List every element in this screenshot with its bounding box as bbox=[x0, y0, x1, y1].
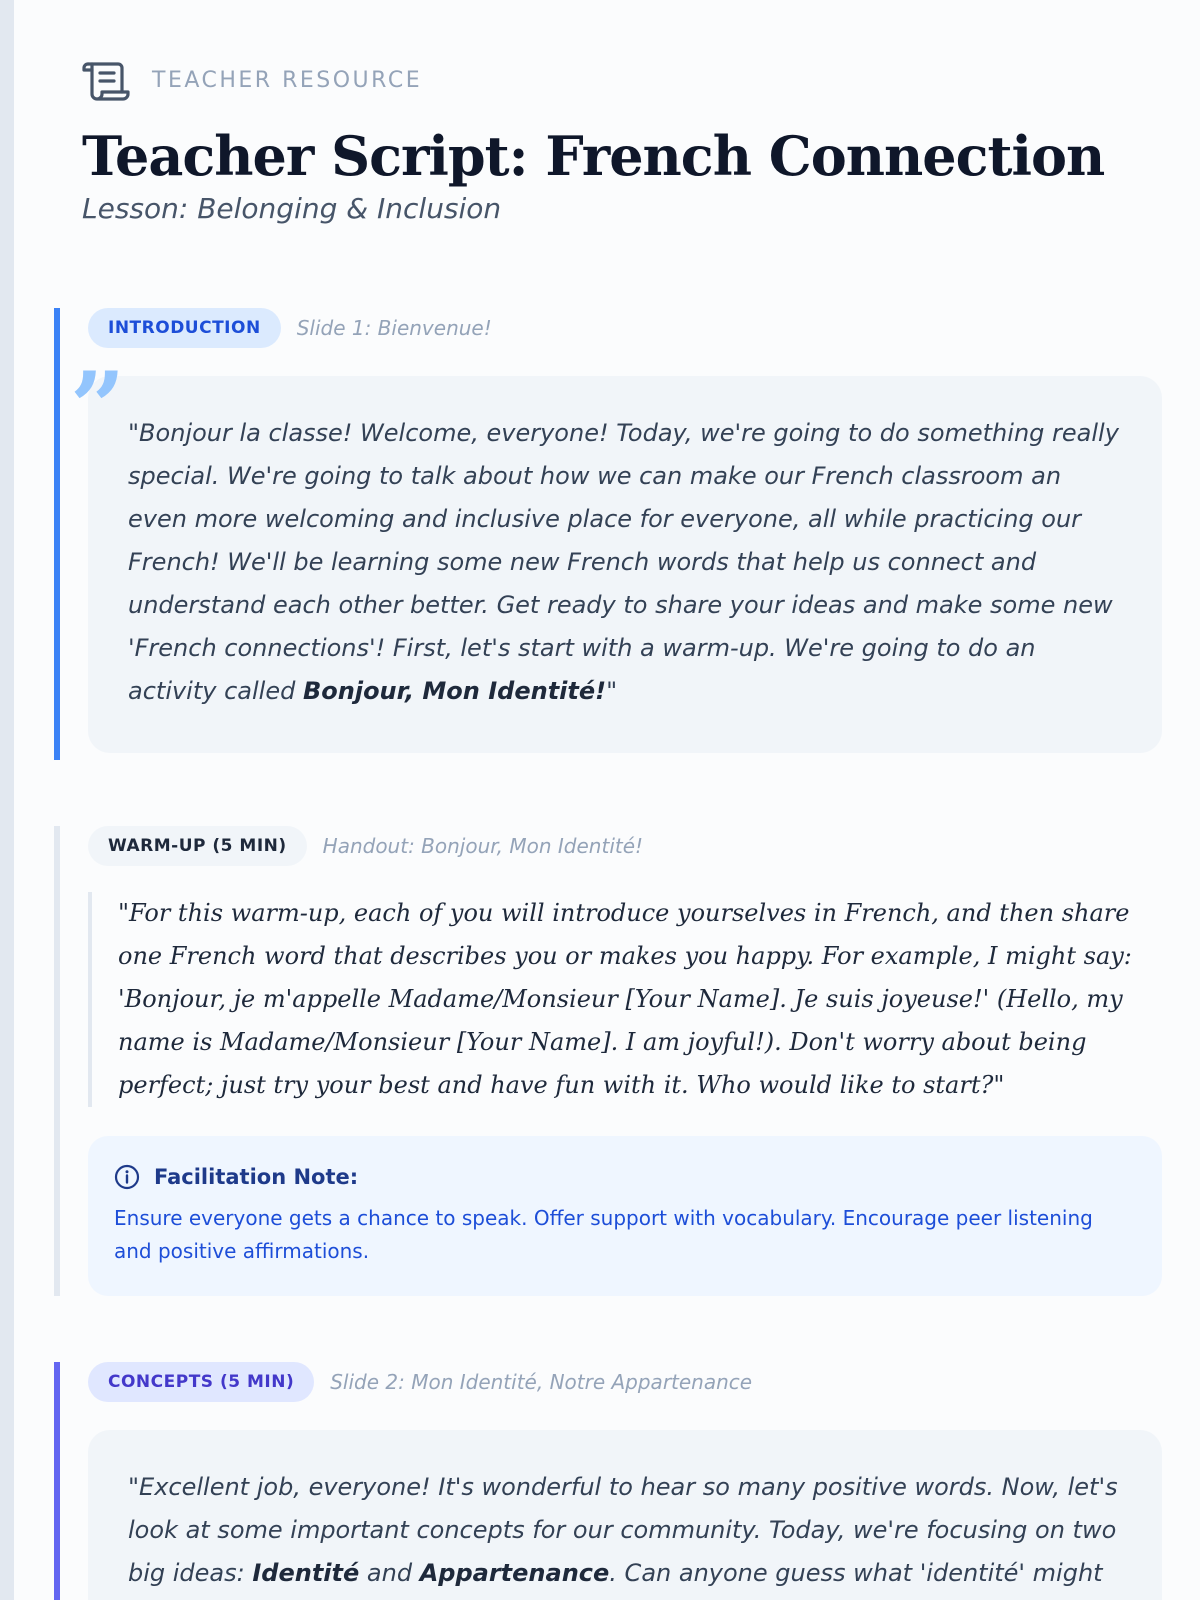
note-title: Facilitation Note: bbox=[154, 1165, 359, 1189]
section-header bbox=[88, 826, 643, 866]
note-body: Ensure everyone gets a chance to speak. Offer support with vocabulary. Encourage peer listening and positive affirmations. bbox=[114, 1206, 1093, 1263]
section-header bbox=[88, 308, 492, 348]
section-accent-bar bbox=[54, 1362, 60, 1600]
script-quote bbox=[128, 412, 1122, 713]
section-concepts bbox=[54, 1362, 1162, 1600]
section-warmup bbox=[54, 826, 1162, 1296]
slide-reference: Slide 2: Mon Identité, Notre Appartenance bbox=[330, 1370, 753, 1394]
eyebrow-label: TEACHER RESOURCE bbox=[152, 67, 423, 93]
section-label-badge: INTRODUCTION bbox=[88, 308, 281, 348]
script-quote-card bbox=[88, 1430, 1162, 1600]
activity-name: Bonjour, Mon Identité! bbox=[302, 677, 607, 705]
page-subtitle: Lesson: Belonging & Inclusion bbox=[82, 192, 502, 225]
slide-reference: Slide 1: Bienvenue! bbox=[296, 316, 492, 340]
eyebrow bbox=[82, 56, 1162, 104]
concept-term: Appartenance bbox=[419, 1559, 610, 1587]
handout-reference: Handout: Bonjour, Mon Identité! bbox=[322, 834, 644, 858]
note-header bbox=[114, 1164, 1136, 1190]
page bbox=[14, 0, 1200, 1600]
facilitation-note bbox=[88, 1136, 1162, 1296]
concept-term: Identité bbox=[252, 1559, 360, 1587]
info-icon bbox=[114, 1164, 140, 1190]
quote-mark-icon: ” bbox=[70, 351, 126, 464]
page-title: Teacher Script: French Connection bbox=[82, 124, 1105, 188]
quote-text: "Excellent job, everyone! It's wonderful to hear so many positive words. Now, let's look at some important concepts for our community. Today, we're focusing on two big ideas: bbox=[128, 1473, 1118, 1587]
section-label-badge: WARM-UP (5 MIN) bbox=[88, 826, 307, 866]
section-header bbox=[88, 1362, 752, 1402]
script-quote bbox=[128, 1466, 1122, 1595]
quote-text: and bbox=[359, 1559, 420, 1587]
script-quote: "For this warm-up, each of you will introduce yourselves in French, and then share one French word that describes you or makes you happy. For example, I might say: 'Bonjour, je m'appelle Madame/Monsieur [Your Name]. Je suis joyeuse!' (Hello, my name is Madame/Monsieur [Your Name]. I am joyful!). Don't worry about being perfect; just try your best and have fun with it. Who would like to start?" bbox=[88, 892, 1162, 1107]
section-label-badge: CONCEPTS (5 MIN) bbox=[88, 1362, 314, 1402]
scroll-icon bbox=[82, 56, 132, 104]
section-accent-bar bbox=[54, 826, 60, 1296]
script-quote-card bbox=[88, 376, 1162, 753]
left-rail bbox=[0, 0, 14, 1600]
section-accent-bar bbox=[54, 308, 60, 760]
quote-text: "Bonjour la classe! Welcome, everyone! Today, we're going to do something really special. We're going to talk about how we can make our French classroom an even more welcoming and inclusive place for everyone, all while practicing our French! We'll be learning some new French words that help us connect and understand each other better. Get ready to share your ideas and make some new 'French connections'! First, let's start with a warm-up. We're going to do an activity called bbox=[128, 419, 1119, 705]
quote-close: " bbox=[606, 677, 618, 705]
page-header bbox=[82, 56, 1162, 225]
quote-text: . Can anyone guess what 'identité' might bbox=[609, 1559, 1103, 1587]
section-introduction bbox=[54, 308, 1162, 760]
